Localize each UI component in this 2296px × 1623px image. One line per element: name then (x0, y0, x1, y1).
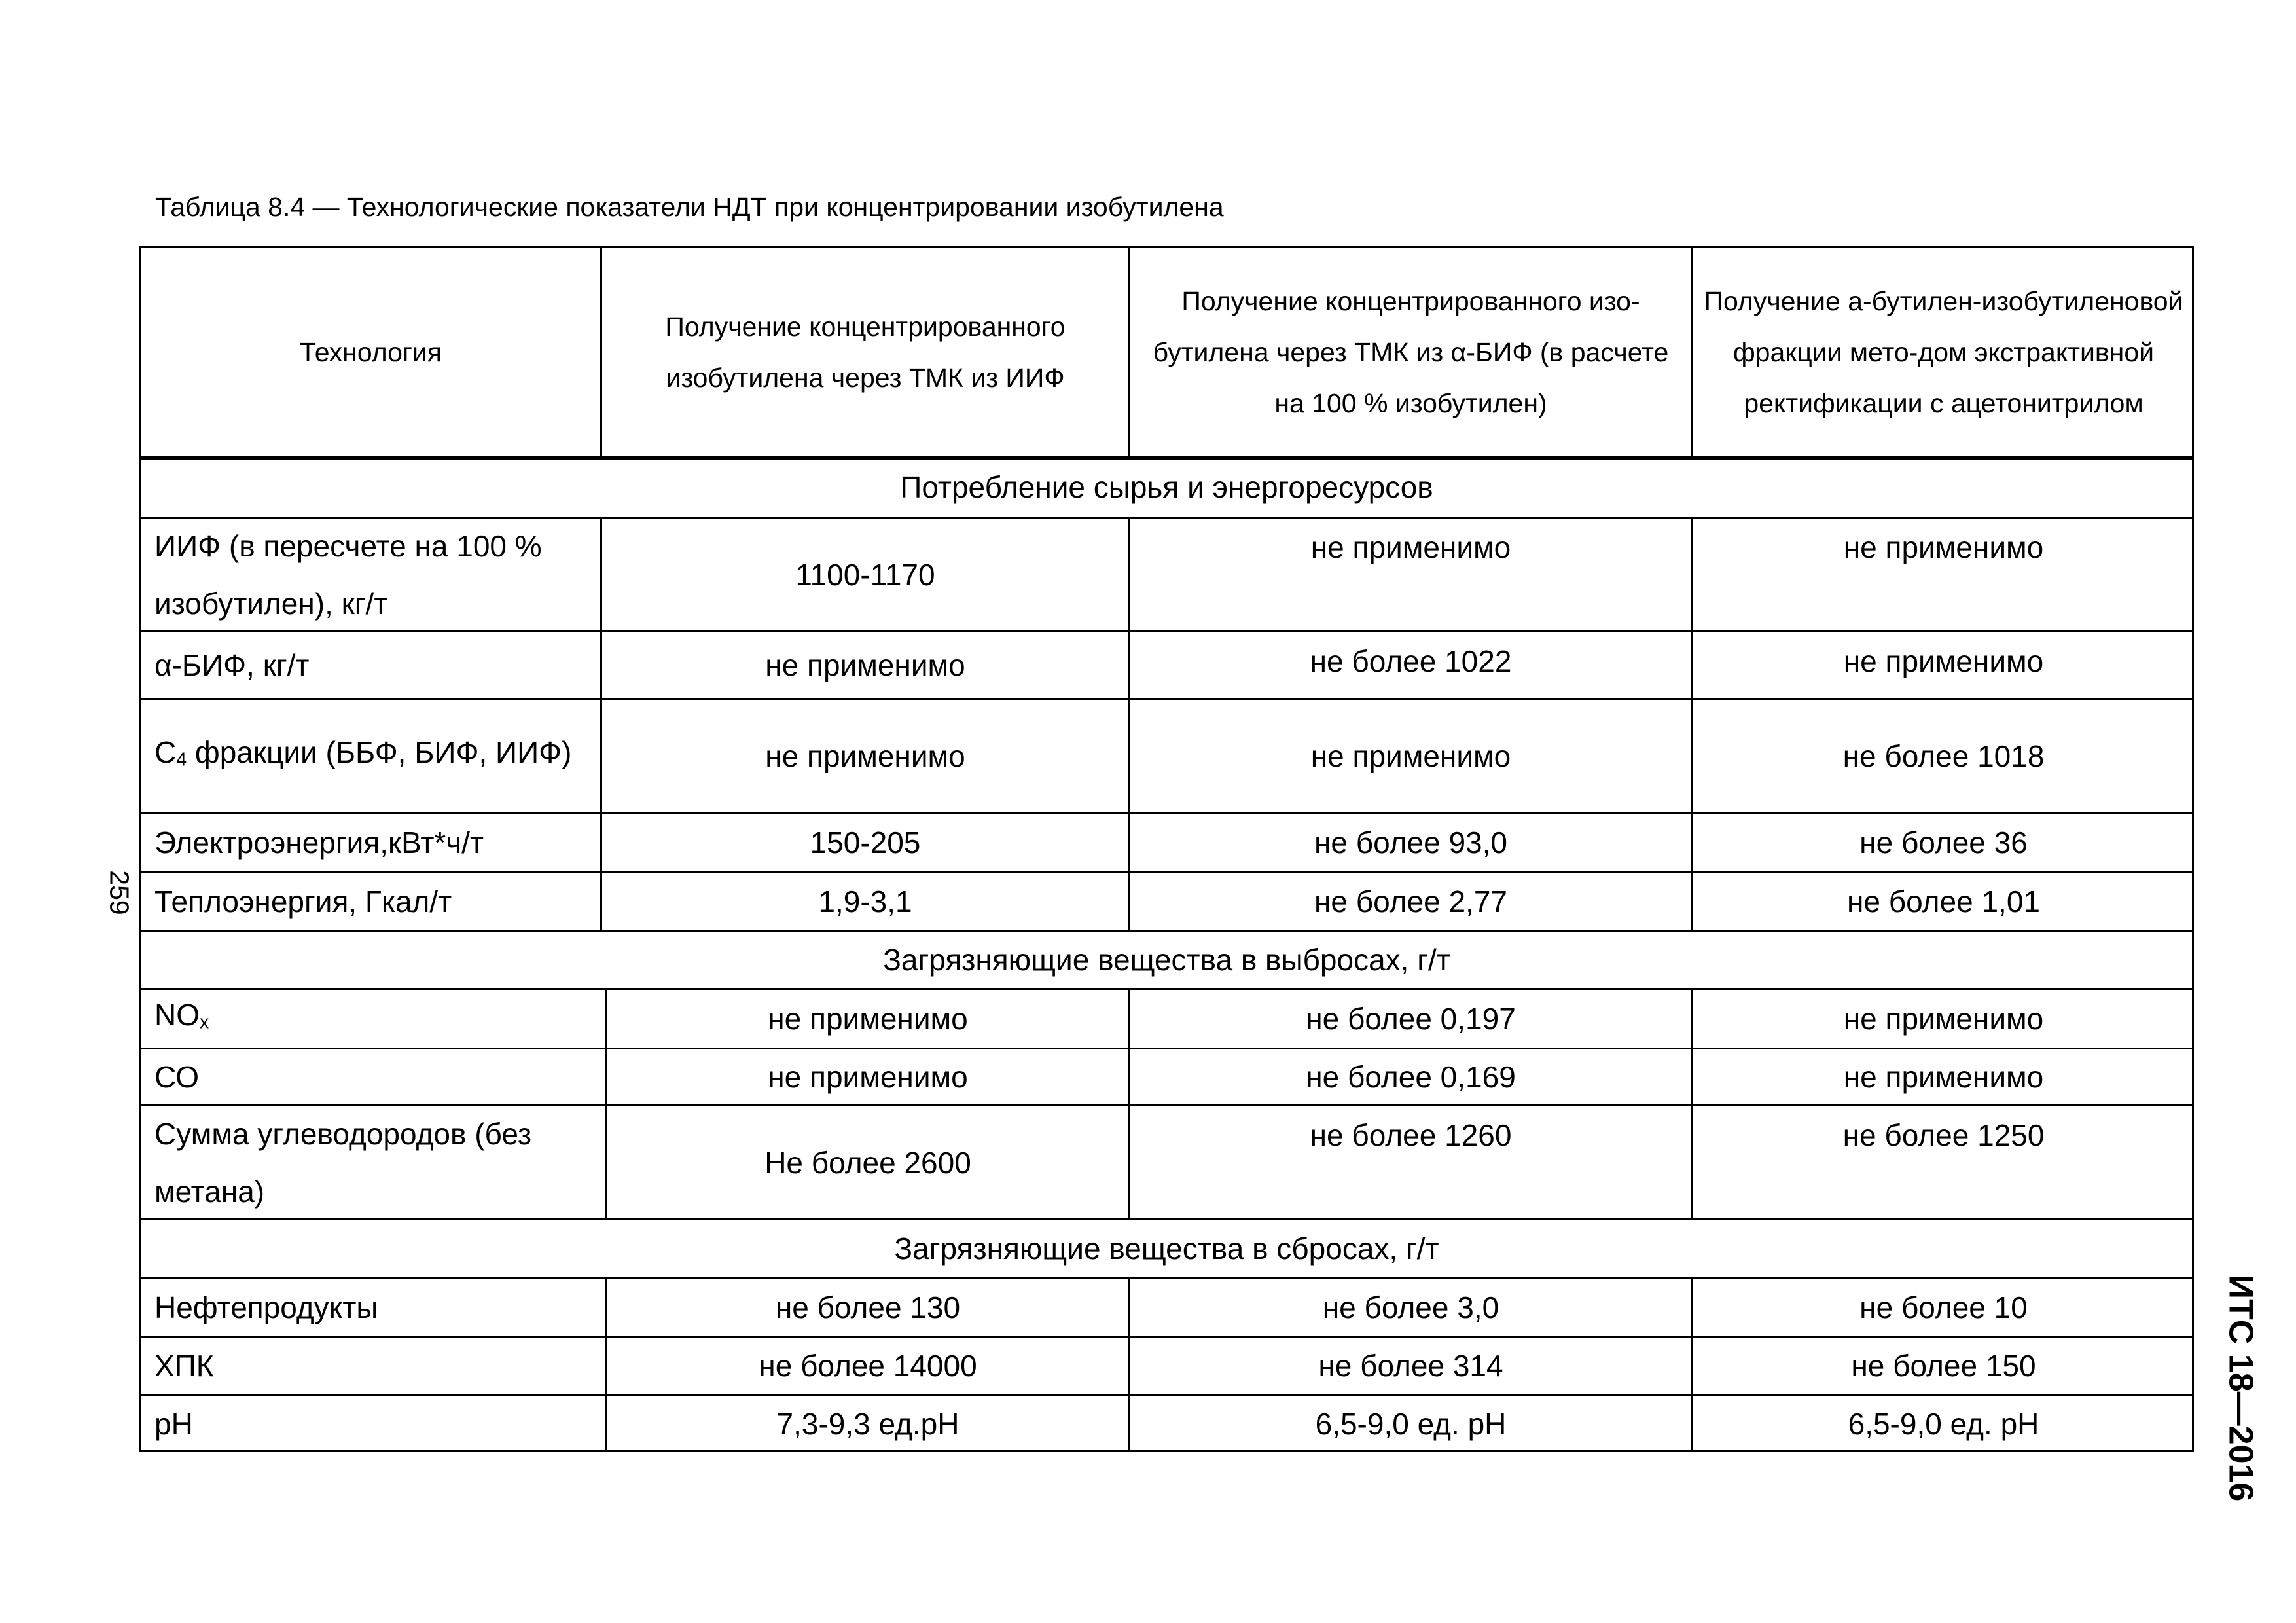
cell-heat-col1: 1,9-3,1 (818, 884, 912, 919)
cell-co-col2: не более 0,169 (1306, 1060, 1516, 1094)
cell-cod-col1: не более 14000 (759, 1349, 977, 1383)
row-label-heat: Теплоэнергия, Гкал/т (154, 884, 452, 919)
cell-iif-col2: не применимо (1310, 530, 1511, 564)
cell-oil-products-col1: не более 130 (775, 1290, 961, 1324)
cell-heat-col3: не более 1,01 (1846, 884, 2040, 919)
section-heading-emissions: Загрязняющие вещества в выбросах, г/т (883, 943, 1450, 977)
table-caption: Таблица 8.4 — Технологические показатели НДТ при концентрировании изобутилена (155, 192, 1224, 222)
row-label-abif: α-БИФ, кг/т (154, 648, 310, 682)
row-label-oil-products: Нефтепродукты (154, 1290, 378, 1324)
cell-oil-products-col2: не более 3,0 (1322, 1290, 1499, 1324)
header-technology: Технология (300, 337, 442, 367)
cell-c4-col3: не более 1018 (1842, 739, 2045, 773)
row-label-co: СО (154, 1060, 199, 1094)
cell-hydrocarbons-col1: Не более 2600 (764, 1145, 971, 1180)
cell-co-col3: не применимо (1843, 1060, 2044, 1094)
row-label-nox: $NO_x$ (154, 998, 209, 1033)
row-label-hydrocarbons: Сумма углеводородов (без метана) (154, 1116, 532, 1209)
cell-iif-col1: 1100-1170 (795, 557, 935, 592)
cell-heat-col2: не более 2,77 (1314, 884, 1507, 919)
cell-co-col1: не применимо (768, 1060, 968, 1094)
cell-iif-col3: не применимо (1843, 530, 2044, 564)
cell-abif-col1: не применимо (765, 648, 965, 682)
cell-hydrocarbons-col2: не более 1260 (1310, 1118, 1512, 1152)
cell-ph-col2: 6,5-9,0 ед. pH (1315, 1407, 1507, 1441)
cell-abif-col3: не применимо (1843, 644, 2044, 678)
header-col3: Получение а-бутилен-изобутиленовой фракции мето-дом экстрактивной ректификации с ацетонитрилом (1704, 285, 2183, 418)
cell-c4-col2: не применимо (1310, 739, 1511, 773)
cell-nox-col1: не применимо (768, 1002, 968, 1036)
cell-ph-col1: 7,3-9,3 ед.pH (776, 1407, 960, 1441)
header-col2: Получение концентрированного изо-бутилена через ТМК из α-БИФ (в расчете на 100 % изобутилен) (1153, 285, 1669, 418)
cell-nox-col3: не применимо (1843, 1002, 2044, 1036)
cell-c4-col1: не применимо (765, 739, 965, 773)
row-label-electricity: Электроэнергия,кВт*ч/т (154, 825, 484, 860)
cell-abif-col2: не более 1022 (1310, 644, 1512, 678)
cell-nox-col2: не более 0,197 (1306, 1002, 1516, 1036)
row-label-c4: $С_4$ фракции (ББФ, БИФ, ИИФ) (154, 735, 572, 771)
cell-oil-products-col3: не более 10 (1859, 1290, 2028, 1324)
cell-electricity-col1: 150-205 (810, 825, 921, 860)
cell-hydrocarbons-col3: не более 1250 (1842, 1118, 2045, 1152)
section-heading-resources: Потребление сырья и энергоресурсов (900, 470, 1433, 504)
cell-electricity-col2: не более 93,0 (1314, 825, 1507, 860)
indicators-table (139, 246, 2194, 1452)
cell-electricity-col3: не более 36 (1859, 825, 2028, 860)
page-number: 259 (104, 870, 135, 915)
cell-cod-col2: не более 314 (1318, 1349, 1503, 1383)
cell-cod-col3: не более 150 (1851, 1349, 2036, 1383)
row-label-cod: ХПК (154, 1349, 214, 1383)
row-label-ph: pH (154, 1407, 193, 1441)
document-code: ИТС 18—2016 (2221, 1274, 2260, 1502)
row-label-iif: ИИФ (в пересчете на 100 % изобутилен), кг/т (154, 528, 542, 621)
section-heading-discharges: Загрязняющие вещества в сбросах, г/т (894, 1231, 1439, 1266)
header-col1: Получение концентрированного изобутилена через ТМК из ИИФ (665, 311, 1066, 393)
cell-ph-col3: 6,5-9,0 ед. pH (1848, 1407, 2039, 1441)
